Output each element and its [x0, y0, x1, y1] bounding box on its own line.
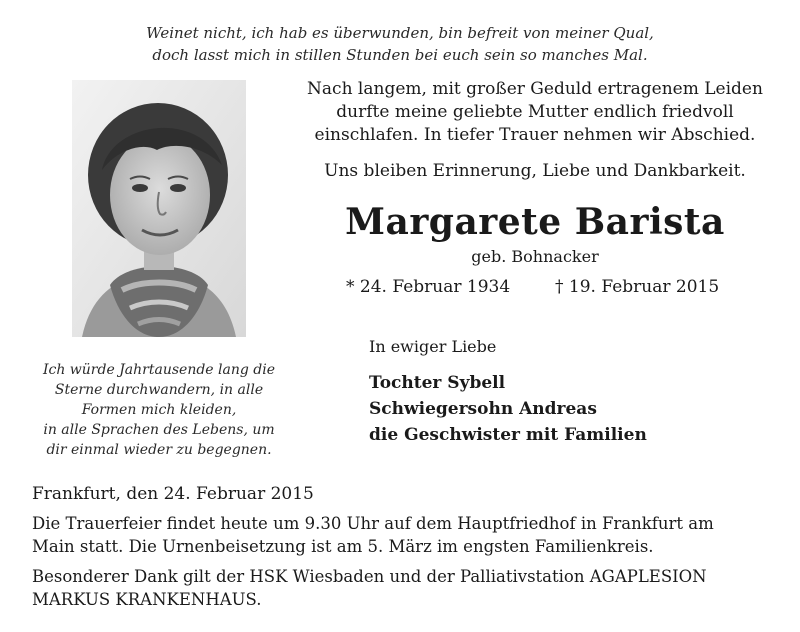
intro-text — [300, 78, 770, 147]
poem-verse — [24, 360, 294, 460]
place-date: Frankfurt, den 24. Februar 2015 — [32, 484, 314, 504]
poem-line: in alle Sprachen des Lebens, um — [43, 422, 275, 438]
motto-line: doch lasst mich in stillen Stunden bei euch sein so manches Mal. — [152, 46, 648, 64]
family-list — [369, 370, 647, 448]
funeral-line: Die Trauerfeier findet heute um 9.30 Uhr auf dem Hauptfriedhof in Frankfurt am — [32, 514, 714, 533]
intro-line: durfte meine geliebte Mutter endlich friedvoll — [336, 102, 734, 122]
portrait-photo — [72, 80, 246, 337]
funeral-line: Main statt. Die Urnenbeisetzung ist am 5. März im engsten Familienkreis. — [32, 537, 654, 556]
intro-line: einschlafen. In tiefer Trauer nehmen wir Abschied. — [314, 125, 756, 145]
poem-line: dir einmal wieder zu begegnen. — [46, 442, 272, 458]
death-date: † 19. Februar 2015 — [555, 277, 720, 297]
poem-line: Ich würde Jahrtausende lang die — [42, 362, 276, 378]
thanks-note — [32, 565, 772, 611]
motto-line: Weinet nicht, ich hab es überwunden, bin befreit von meiner Qual, — [146, 24, 654, 42]
poem-line: Formen mich kleiden, — [81, 402, 237, 418]
poem-line: Sterne durchwandern, in alle — [54, 382, 264, 398]
intro-line: Nach langem, mit großer Geduld ertragenem Leiden — [307, 79, 763, 99]
deceased-name: Margarete Barista — [345, 201, 725, 243]
motto-verse — [0, 22, 800, 66]
family-member: Schwiegersohn Andreas — [369, 399, 597, 419]
in-eternal-love: In ewiger Liebe — [369, 337, 497, 356]
family-member: die Geschwister mit Familien — [369, 425, 647, 445]
funeral-info — [32, 512, 772, 558]
birth-date: * 24. Februar 1934 — [346, 277, 511, 297]
maiden-name: geb. Bohnacker — [471, 247, 599, 266]
remembrance-line: Uns bleiben Erinnerung, Liebe und Dankbarkeit. — [324, 161, 746, 181]
family-member: Tochter Sybell — [369, 373, 506, 393]
thanks-line: Besonderer Dank gilt der HSK Wiesbaden und der Palliativstation AGAPLESION — [32, 567, 707, 586]
thanks-line: MARKUS KRANKENHAUS. — [32, 590, 262, 609]
portrait-illustration — [72, 80, 246, 337]
